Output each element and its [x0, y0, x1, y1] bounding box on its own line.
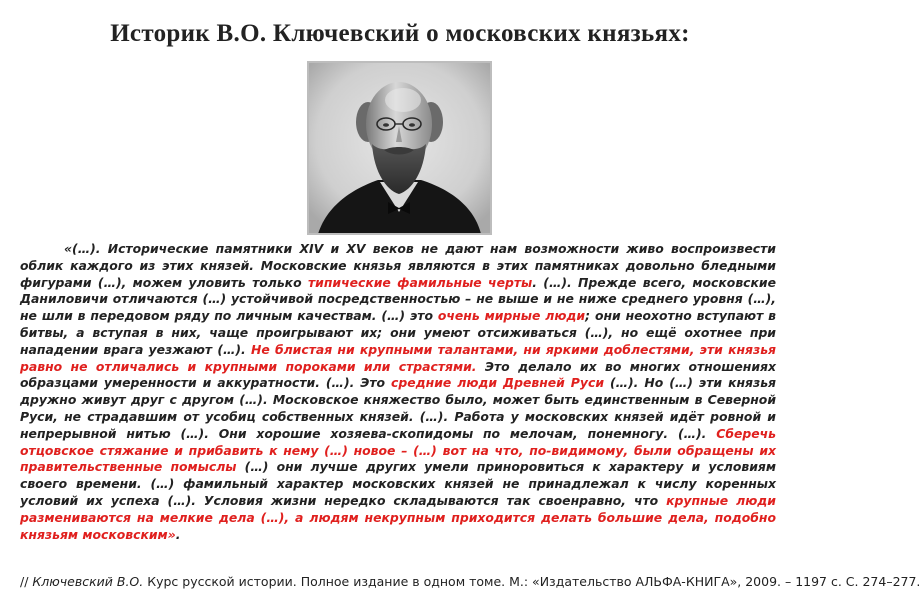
quote-highlight: типические фамильные черты — [307, 274, 533, 290]
page-title: Историк В.О. Ключевский о московских князьях: — [110, 20, 690, 47]
citation-author: Ключевский В.О. — [32, 574, 144, 589]
quote-highlight: очень мирные люди — [437, 308, 586, 324]
quote-segment: (…). Но (…) эти князья дружно живут друг с другом (…). Московское княжество было, может быть единственным в Северной Руси, не страдавшим от усобиц собственных князей. (…). Работа у московских князей идёт ровной и непрерывной нитью (…). Они хорошие хозяева-скопидомы по мелочам, понемногу. (…). — [20, 375, 776, 441]
quote-segment: . (…). Прежде всего, московские Даниловичи отличаются (…) устойчивой посредственностью – не выше и не ниже среднего уровня (…), не шли в передовом ряду по личным качествам. (…) это — [20, 274, 777, 324]
citation-source: Курс русской истории. Полное издание в одном томе. М.: «Издательство АЛЬФА-КНИГА», 2009. – 1197 с. С. 274–277. — [143, 574, 920, 589]
bearded-man-portrait-icon — [308, 62, 491, 234]
quote-highlight: средние люди Древней Руси — [391, 375, 604, 391]
quote-segment: Это делало их во многих отношениях образцами умеренности и аккуратности. (…). Это — [20, 358, 776, 391]
quote-highlight: крупные люди размениваются на мелкие дела (…), а людям некрупным приходится делать большие дела, подобно князьям московским» — [20, 492, 776, 542]
citation-prefix: // — [20, 574, 33, 589]
quote-segment: (…) они лучше других умели приноровиться к характеру и условиям своего времени. (…) фамильный характер московских князей не принадлежал к числу коренных условий их успеха (…). Условия жизни нередко складываются так своенравно, что — [20, 459, 777, 508]
quote-text — [20, 241, 776, 543]
citation — [20, 573, 920, 590]
quote-segment: . — [175, 526, 181, 542]
quote-segment: «(…). Исторические памятники XIV и XV веков не дают нам возможности живо воспроизвести облик каждого из этих князей. Московские князья являются в этих памятниках довольно бледными фигурами (…), можем уловить только — [20, 241, 776, 290]
quote-highlight: Сберечь отцовское стяжание и прибавить к нему (…) новое – (…) вот на что, по-видимому, были обращены их правительственные помыслы — [20, 425, 776, 475]
quote-highlight: Не блистая ни крупными талантами, ни яркими доблестями, эти князья равно не отличались и крупными пороками или страстями. — [20, 341, 776, 374]
portrait-photo — [308, 62, 491, 234]
quote-segment: ; они неохотно вступают в битвы, а вступая в них, чаще проигрывают их; они умеют отсиживаться (…), но ещё охотнее при нападении врага уезжают (…). — [20, 308, 776, 357]
